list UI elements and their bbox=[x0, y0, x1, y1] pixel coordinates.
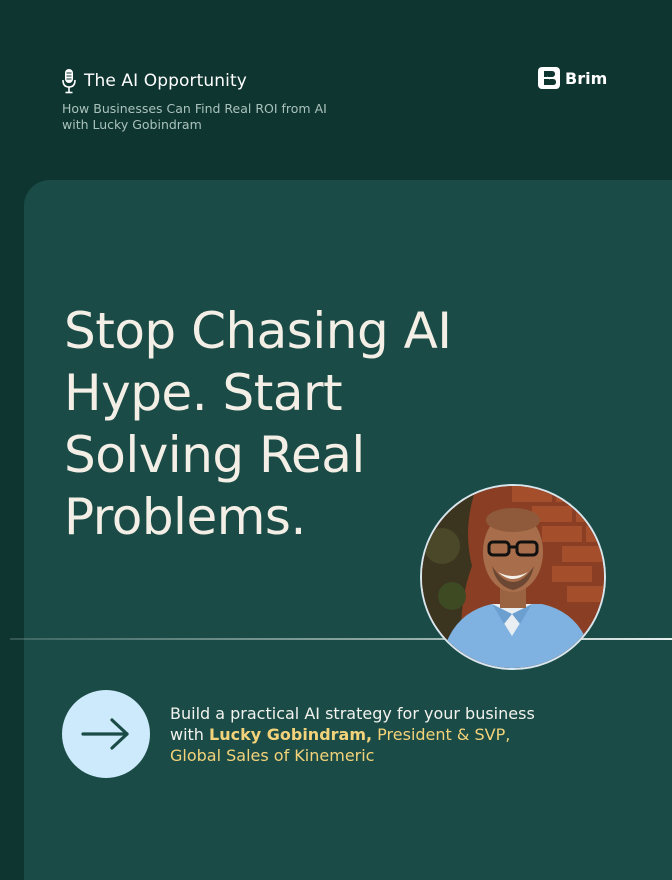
headline-line-4: Problems. bbox=[64, 488, 306, 546]
guest-avatar bbox=[420, 484, 606, 670]
podcast-title: The AI Opportunity bbox=[84, 71, 247, 91]
brim-logo-icon bbox=[538, 67, 560, 89]
cta-line-3: Global Sales of Kinemeric bbox=[170, 746, 375, 765]
podcast-title-group bbox=[62, 68, 247, 94]
cta-line-1: Build a practical AI strategy for your business bbox=[170, 704, 535, 723]
arrow-right-icon bbox=[79, 717, 133, 751]
brand-name: Brim bbox=[565, 68, 608, 88]
podcast-subtitle bbox=[62, 101, 362, 133]
guest-name: Lucky Gobindram, bbox=[209, 725, 373, 744]
cta-line-2 bbox=[170, 724, 590, 745]
cta-with: with bbox=[170, 725, 210, 744]
headline-line-2: Hype. Start bbox=[64, 364, 343, 422]
cta-text bbox=[170, 703, 590, 766]
brand-logo[interactable] bbox=[538, 67, 607, 89]
microphone-icon bbox=[62, 68, 76, 94]
arrow-button[interactable] bbox=[62, 690, 150, 778]
subtitle-line-1: How Businesses Can Find Real ROI from AI bbox=[62, 101, 327, 116]
subtitle-line-2: with Lucky Gobindram bbox=[62, 117, 202, 132]
headline-line-1: Stop Chasing AI bbox=[64, 302, 452, 360]
header bbox=[0, 0, 672, 180]
guest-role: President & SVP, bbox=[372, 725, 511, 744]
headline-line-3: Solving Real bbox=[64, 426, 365, 484]
